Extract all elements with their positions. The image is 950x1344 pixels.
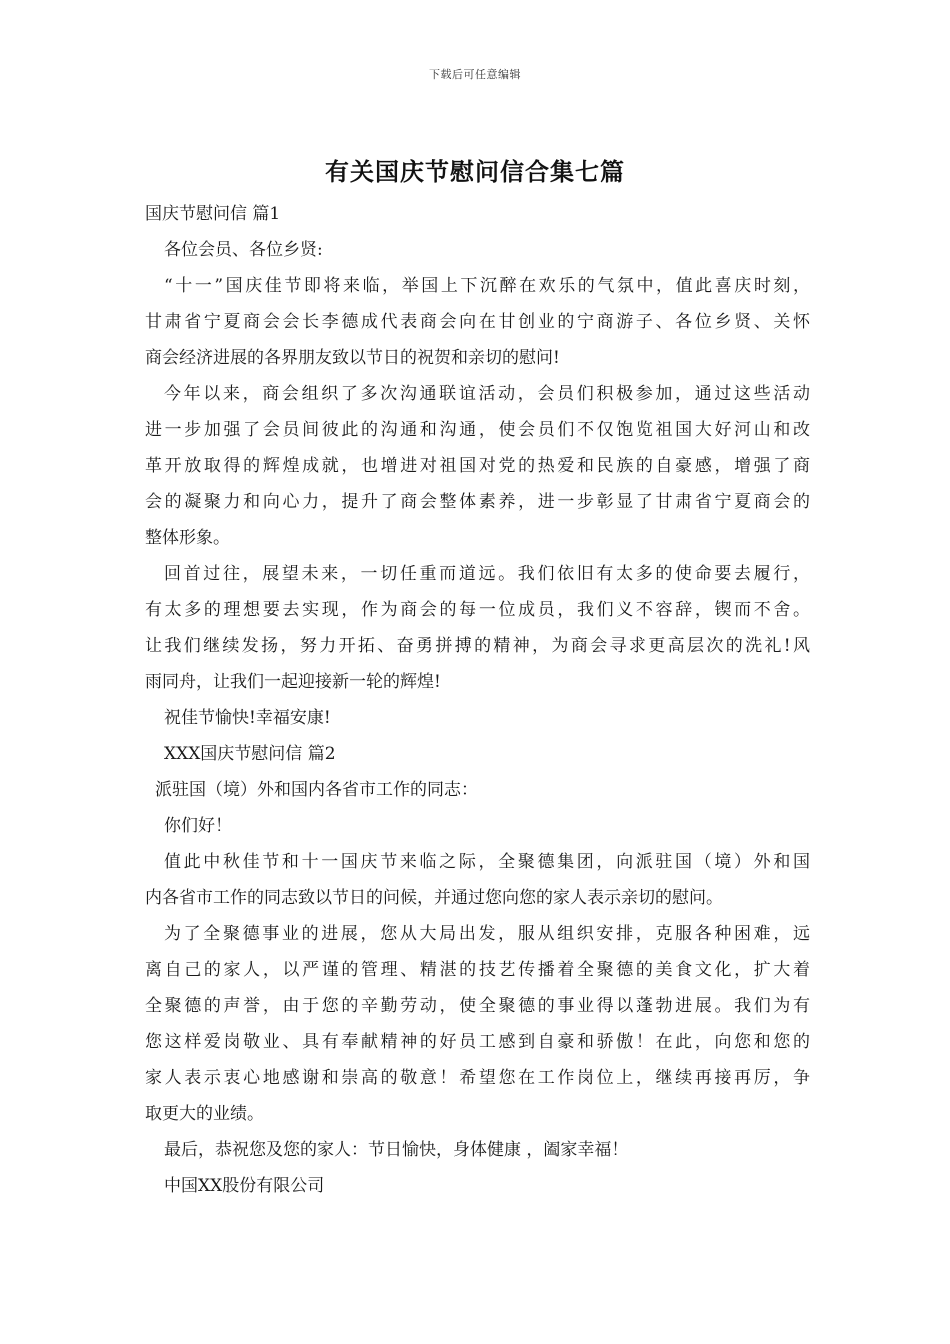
header-note: 下载后可任意编辑: [429, 68, 521, 81]
signature-company: 中国XX股份有限公司: [164, 1176, 325, 1196]
paragraph-line: 有太多的理想要去实现，作为商会的每一位成员，我们义不容辞，锲而不舍。: [145, 600, 810, 620]
paragraph-line: 家人表示衷心地感谢和崇高的敬意！希望您在工作岗位上，继续再接再厉，争: [145, 1068, 810, 1088]
paragraph-line: 为了全聚德事业的进展，您从大局出发，服从组织安排，克服各种困难，远: [164, 924, 810, 944]
salutation: 各位会员、各位乡贤:: [164, 240, 323, 260]
paragraph-line: 回首过往，展望未来，一切任重而道远。我们依旧有太多的使命要去履行，: [164, 564, 810, 584]
paragraph-line: 商会经济进展的各界朋友致以节日的祝贺和亲切的慰问!: [145, 348, 560, 368]
paragraph-line: 今年以来，商会组织了多次沟通联谊活动，会员们积极参加，通过这些活动: [164, 384, 810, 404]
paragraph-line: 进一步加强了会员间彼此的沟通和沟通，使会员们不仅饱览祖国大好河山和改: [145, 420, 810, 440]
paragraph-line: 会的凝聚力和向心力，提升了商会整体素养，进一步彰显了甘肃省宁夏商会的: [145, 492, 810, 512]
salutation: 派驻国（境）外和国内各省市工作的同志：: [155, 780, 478, 800]
closing-wish: 最后，恭祝您及您的家人：节日愉快，身体健康 ，阖家幸福！: [164, 1140, 629, 1160]
paragraph-line: 内各省市工作的同志致以节日的问候，并通过您向您的家人表示亲切的慰问。: [145, 888, 723, 908]
paragraph-line: 整体形象。: [145, 528, 230, 548]
paragraph-line: “十一”国庆佳节即将来临，举国上下沉醉在欢乐的气氛中，值此喜庆时刻，: [164, 276, 810, 296]
paragraph-line: 革开放取得的辉煌成就，也增进对祖国对党的热爱和民族的自豪感，增强了商: [145, 456, 810, 476]
closing-wish: 祝佳节愉快!幸福安康!: [164, 708, 331, 728]
paragraph-line: 取更大的业绩。: [145, 1104, 264, 1124]
paragraph-line: 您这样爱岗敬业、具有奉献精神的好员工感到自豪和骄傲！在此，向您和您的: [145, 1032, 810, 1052]
section-heading: 国庆节慰问信 篇1: [145, 204, 281, 224]
greeting: 你们好！: [164, 816, 232, 836]
document-title: 有关国庆节慰问信合集七篇: [325, 157, 625, 186]
paragraph-line: 离自己的家人，以严谨的管理、精湛的技艺传播着全聚德的美食文化，扩大着: [145, 960, 810, 980]
paragraph-line: 全聚德的声誉，由于您的辛勤劳动，使全聚德的事业得以蓬勃进展。我们为有: [145, 996, 810, 1016]
paragraph-line: 甘肃省宁夏商会会长李德成代表商会向在甘创业的宁商游子、各位乡贤、关怀: [145, 312, 810, 332]
document-body: [145, 196, 810, 1204]
paragraph-line: 值此中秋佳节和十一国庆节来临之际，全聚德集团，向派驻国（境）外和国: [164, 852, 810, 872]
paragraph-line: 雨同舟，让我们一起迎接新一轮的辉煌!: [145, 672, 441, 692]
paragraph-line: 让我们继续发扬，努力开拓、奋勇拼搏的精神，为商会寻求更高层次的洗礼!风: [145, 636, 810, 656]
section-heading: XXX国庆节慰问信 篇2: [164, 744, 336, 764]
